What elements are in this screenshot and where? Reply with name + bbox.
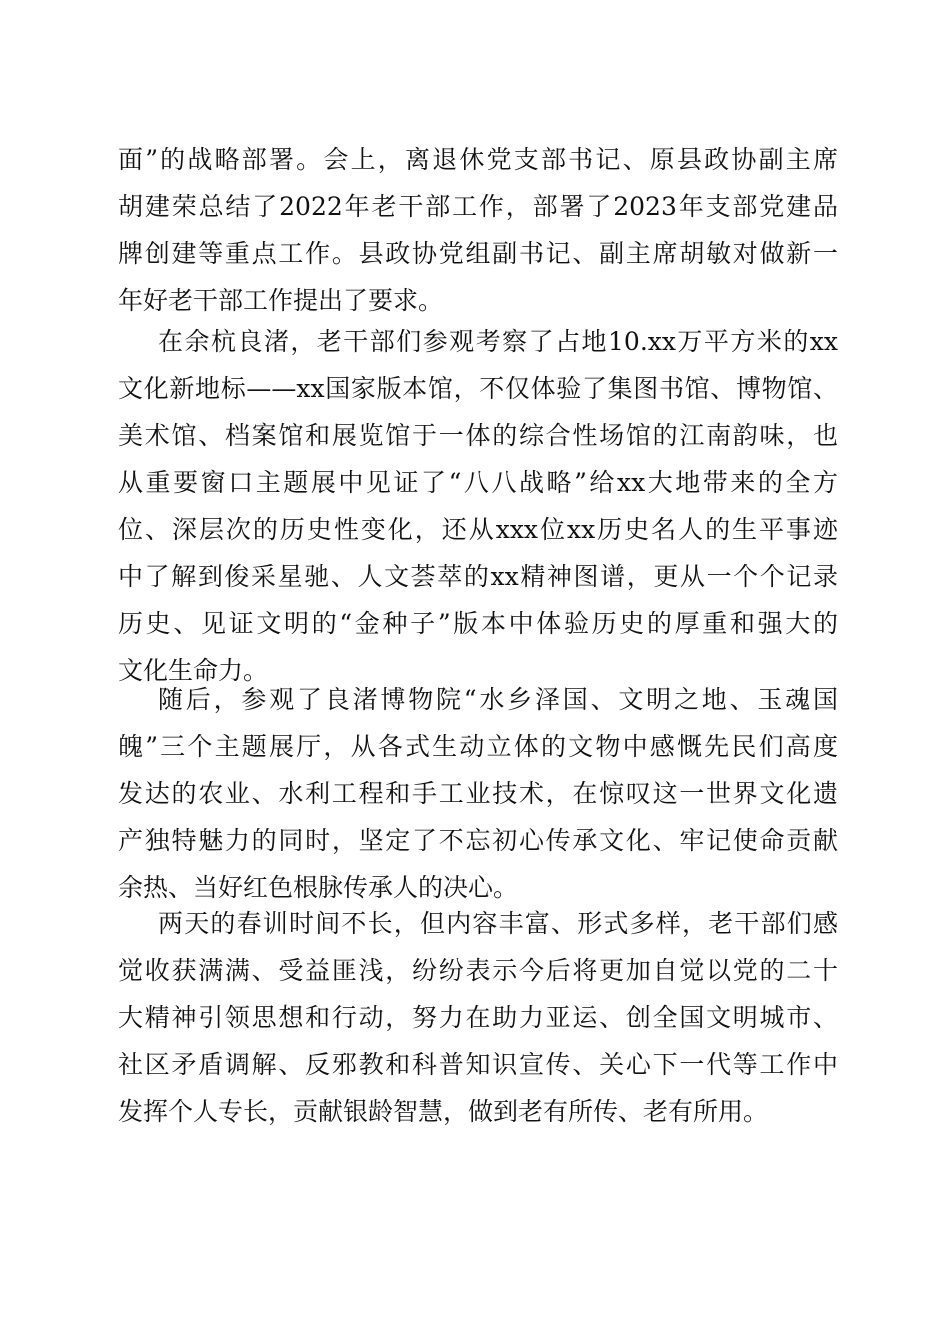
paragraph-4-line-1: 两天的春训时间不长，但内容丰富、形式多样，老干部们感 (158, 909, 838, 938)
paragraph-2-line-4: 从重要窗口主题展中见证了“八八战略”给xx大地带来的全方 (118, 468, 838, 497)
paragraph-4-line-2: 觉收获满满、受益匪浅，纷纷表示今后将更加自觉以党的二十 (118, 956, 838, 985)
paragraph-3-line-5: 余热、当好红色根脉传承人的决心。 (118, 873, 519, 902)
paragraph-2-line-7: 历史、见证文明的“金种子”版本中体验历史的厚重和强大的 (118, 609, 838, 638)
paragraph-2-line-8: 文化生命力。 (118, 656, 269, 685)
paragraph-3-line-4: 产独特魅力的同时，坚定了不忘初心传承文化、牢记使命贡献 (118, 826, 838, 855)
paragraph-2-line-5: 位、深层次的历史性变化，还从xxx位xx历史名人的生平事迹 (118, 515, 838, 544)
paragraph-1-line-2: 胡建荣总结了2022年老干部工作，部署了2023年支部党建品 (118, 192, 838, 221)
paragraph-4-line-4: 社区矛盾调解、反邪教和科普知识宣传、关心下一代等工作中 (118, 1050, 838, 1079)
paragraph-1-line-4: 年好老干部工作提出了要求。 (118, 286, 444, 315)
paragraph-1-line-1: 面”的战略部署。会上，离退休党支部书记、原县政协副主席 (118, 145, 838, 174)
paragraph-2-line-3: 美术馆、档案馆和展览馆于一体的综合性场馆的江南韵味，也 (118, 421, 838, 450)
paragraph-4-line-3: 大精神引领思想和行动，努力在助力亚运、创全国文明城市、 (118, 1003, 838, 1032)
paragraph-3-line-3: 发达的农业、水利工程和手工业技术，在惊叹这一世界文化遗 (118, 779, 838, 808)
paragraph-2-line-6: 中了解到俊采星驰、人文荟萃的xx精神图谱，更从一个个记录 (118, 562, 838, 591)
paragraph-2-line-2: 文化新地标——xx国家版本馆，不仅体验了集图书馆、博物馆、 (118, 374, 838, 403)
paragraph-4-line-5: 发挥个人专长，贡献银龄智慧，做到老有所传、老有所用。 (118, 1097, 769, 1126)
paragraph-3-line-2: 魄”三个主题展厅，从各式生动立体的文物中感慨先民们高度 (118, 732, 838, 761)
paragraph-3-line-1: 随后，参观了良渚博物院“水乡泽国、文明之地、玉魂国 (158, 685, 838, 714)
paragraph-1-line-3: 牌创建等重点工作。县政协党组副书记、副主席胡敏对做新一 (118, 239, 838, 268)
paragraph-2-line-1: 在余杭良渚，老干部们参观考察了占地10.xx万平方米的xx (158, 327, 838, 356)
